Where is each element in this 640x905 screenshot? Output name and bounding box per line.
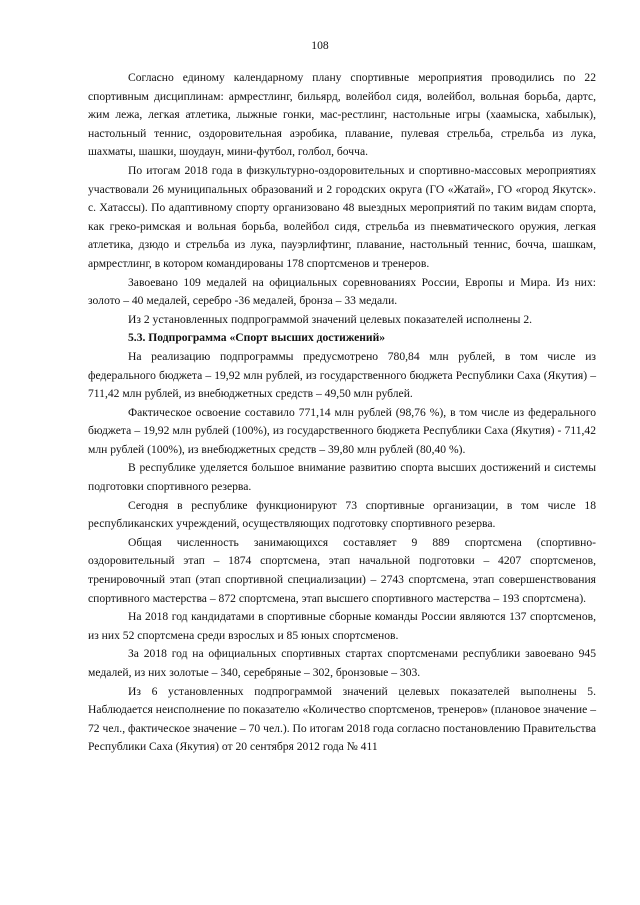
paragraph-medals: Завоевано 109 медалей на официальных соревнованиях России, Европы и Мира. Из них: золото – 40 медалей, серебро -36 медалей, бронза – 33 медали. bbox=[88, 275, 596, 308]
section-heading: 5.3. Подпрограмма «Спорт высших достижений» bbox=[128, 331, 386, 345]
paragraph-funding-planned: На реализацию подпрограммы предусмотрено 780,84 млн рублей, в том числе из федерального бюджета – 19,92 млн рублей, из государственного бюджета Республики Саха (Якутия) – 711,42 млн рублей, из внебюджетных средств – 49,50 млн рублей. bbox=[88, 349, 596, 401]
paragraph-athletes-count: Общая численность занимающихся составляет 9 889 спортсмена (спортивно-оздоровительный этап – 1874 спортсмена, этап начальной подготовки – 4207 спортсменов, тренировочный этап (этап спортивной специализации) – 2743 спортсмена, этап совершенствования спортивного мастерства – 872 спортсмена, этап высшего спортивного мастерства – 193 спортсмена). bbox=[88, 535, 596, 605]
paragraph-candidates: На 2018 год кандидатами в спортивные сборные команды России являются 137 спортсменов, из них 52 спортсмена среди взрослых и 85 юных спортсменов. bbox=[88, 610, 596, 642]
paragraph-attention: В республике уделяется большое внимание развитию спорта высших достижений и системы подготовки спортивного резерва. bbox=[88, 461, 596, 494]
paragraph-indicators: Из 2 установленных подпрограммой значений целевых показателей исполнены 2. bbox=[128, 312, 533, 326]
paragraph-2018-results: По итогам 2018 года в физкультурно-оздоровительных и спортивно-массовых мероприятиях участвовали 26 муниципальных образований и 2 городских округа (ГО «Жатай», ГО «город Якутск». с. Хатассы). По адаптивному спорту организовано 48 выездных мероприятий по таким видам спорта, как греко-римская и вольная борьба, волейбол сидя, стрельба из пневматического оружия, легкая атлетика, дзюдо и стрельба из лука, пауэрлифтинг, плавание, настольный теннис, бочча, шашкам, армрестлинг, в котором командированы 178 спортсменов и тренеров. bbox=[88, 163, 596, 270]
page-body bbox=[88, 69, 596, 757]
paragraph-disciplines: Согласно единому календарному плану спортивные мероприятия проводились по 22 спортивным дисциплинам: армрестлинг, бильярд, волейбол сидя, волейбол, вольная борьба, дартс, жим лежа, легкая атлетика, лыжные гонки, мас-рестлинг, настольные игры (хаамыска, хабылык), настольный теннис, оздоровительная аэробика, плавание, пулевая стрельба, стрельба из лука, шахматы, шашки, шоудаун, мини-футбол, голбол, бочча. bbox=[88, 71, 596, 159]
paragraph-funding-actual: Фактическое освоение составило 771,14 млн рублей (98,76 %), в том числе из федерального бюджета – 19,92 млн рублей (100%), из государственного бюджета Республики Саха (Якутия) - 711,42 млн рублей (100%), из внебюджетных средств – 39,80 млн рублей (80,40 %). bbox=[88, 405, 596, 456]
paragraph-organizations: Сегодня в республике функционируют 73 спортивные организации, в том числе 18 республиканских учреждений, осуществляющих подготовку спортивного резерва. bbox=[88, 498, 596, 531]
paragraph-indicators-2: Из 6 установленных подпрограммой значений целевых показателей выполнены 5. Наблюдается неисполнение по показателю «Количество спортсменов, тренеров» (плановое значение – 72 чел., фактическое значение – 70 чел.). По итогам 2018 года согласно постановлению Правительства Республики Саха (Якутия) от 20 сентября 2012 года № 411 bbox=[88, 684, 596, 754]
page-number: 108 bbox=[311, 39, 329, 52]
paragraph-medals-2018: За 2018 год на официальных спортивных стартах спортсменами республики завоевано 945 медалей, из них золотые – 340, серебряные – 302, бронзовые – 303. bbox=[88, 647, 596, 679]
